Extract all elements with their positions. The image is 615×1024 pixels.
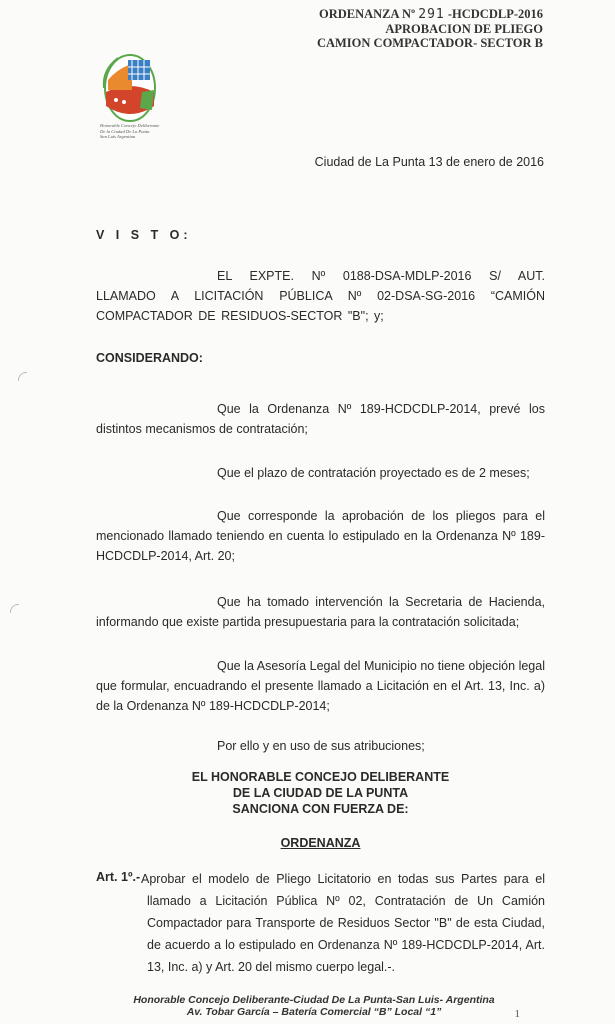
header-line-2: APROBACION DE PLIEGO	[385, 22, 543, 36]
ordinance-number: 291	[418, 7, 445, 22]
ordinance-prefix: ORDENANZA Nº	[318, 7, 416, 21]
considerando-paragraph-1: Que la Ordenanza Nº 189-HCDCDLP-2014, prevé los distintos mecanismos de contratación;	[96, 402, 545, 436]
concejo-line-3: SANCIONA CON FUERZA DE:	[232, 802, 409, 816]
considerando-paragraph-6: Por ello y en uso de sus atribuciones;	[217, 739, 425, 753]
considerando-paragraph-4: Que ha tomado intervención la Secretaria de Hacienda, informando que existe partida presupuestaria para la contratación solicitada;	[96, 595, 545, 629]
page-number: 1	[514, 1008, 520, 1020]
ordenanza-heading: ORDENANZA	[280, 836, 361, 850]
footer-line-1: Honorable Concejo Deliberante-Ciudad De La Punta-San Luis- Argentina	[133, 994, 495, 1006]
scan-mark	[18, 372, 27, 381]
footer-line-2: Av. Tobar García – Batería Comercial “B” Local “1”	[186, 1006, 442, 1018]
article-1-label: Art. 1º.-	[96, 870, 141, 884]
considerando-paragraph-5: Que la Asesoría Legal del Municipio no tiene objeción legal que formular, encuadrando el presente llamado a Licitación en el Art. 13, Inc. a) de la Ordenanza Nº 189-HCDCDLP-2014;	[96, 659, 545, 713]
ordinance-header	[317, 7, 543, 50]
concejo-line-1: EL HONORABLE CONCEJO DELIBERANTE	[191, 770, 450, 784]
concejo-line-2: DE LA CIUDAD DE LA PUNTA	[232, 786, 409, 800]
considerando-paragraph-2: Que el plazo de contratación proyectado es de 2 meses;	[217, 466, 530, 480]
logo-caption-line-3: San Luis Argentina	[100, 134, 136, 140]
scan-mark	[10, 604, 19, 613]
visto-text: EL EXPTE. Nº 0188-DSA-MDLP-2016 S/ AUT. LLAMADO A LICITACIÓN PÚBLICA Nº 02-DSA-SG-2016 “CAMIÓN COMPACTADOR DE RESIDUOS-SECTOR "B"; y;	[96, 269, 545, 323]
considerando-paragraph-3: Que corresponde la aprobación de los pliegos para el mencionado llamado teniendo en cuenta lo estipulado en la Ordenanza Nº 189-HCDCDLP-2014, Art. 20;	[96, 509, 545, 563]
logo-caption	[100, 123, 178, 140]
ordinance-suffix: -HCDCDLP-2016	[447, 7, 543, 21]
document-footer	[96, 994, 532, 1018]
logo-caption-line-1: Honorable Concejo Deliberante	[100, 123, 160, 128]
document-date: Ciudad de La Punta 13 de enero de 2016	[314, 155, 544, 169]
ordinance-number-line	[317, 7, 543, 22]
article-1-text: Aprobar el modelo de Pliego Licitatorio en todas sus Partes para el llamado a Licitación Pública Nº 02, Contratación de Un Camión Compactador para Transporte de Residuos Sector "B" de esta Ciudad, de acuerdo a lo estipulado en Ordenanza Nº 189-HCDCDLP-2014, Art. 13, Inc. a) y Art. 20 del mismo cuerpo legal.-.	[141, 872, 545, 974]
visto-heading: V I S T O:	[96, 228, 192, 242]
considerando-heading: CONSIDERANDO:	[96, 351, 203, 365]
concejo-declaration	[96, 769, 545, 817]
logo-caption-line-2: De la Ciudad De La Punta	[100, 128, 150, 134]
header-line-3: CAMION COMPACTADOR- SECTOR B	[316, 36, 543, 50]
